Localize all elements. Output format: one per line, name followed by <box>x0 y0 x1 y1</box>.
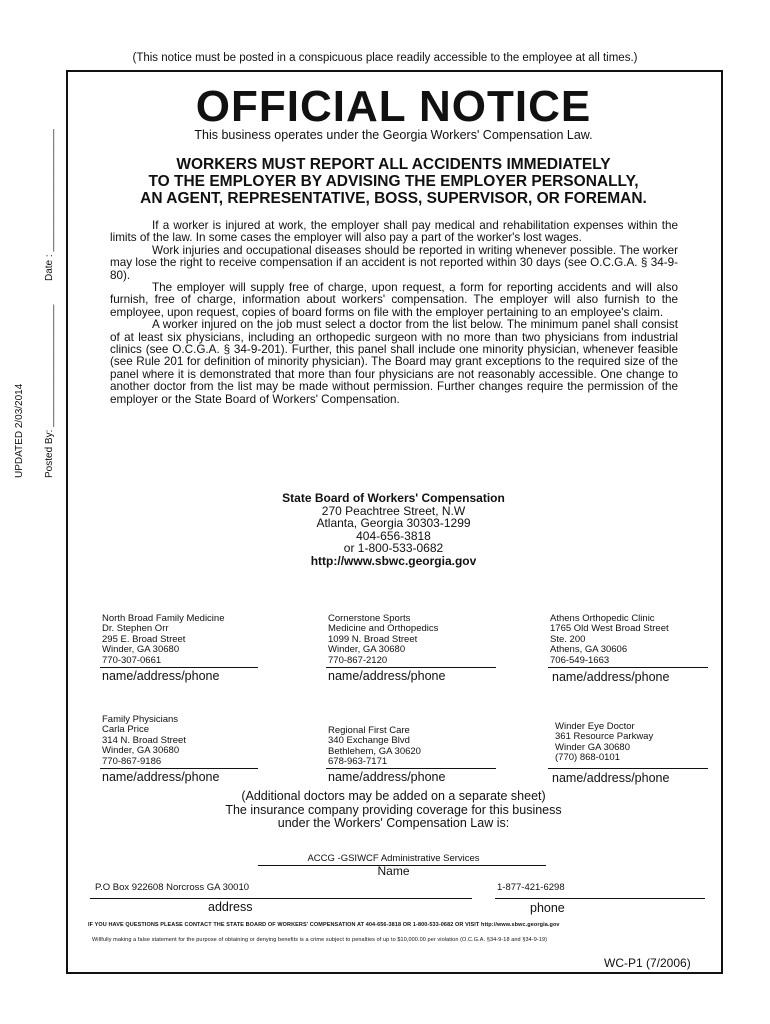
doctor-line: Winder, GA 30680 <box>102 644 180 656</box>
doctor-line: Family Physicians <box>102 714 179 725</box>
date-label: Date : ______________________ <box>44 129 55 281</box>
board-toll-free: or 1-800-533-0682 <box>343 541 444 556</box>
phone-label: phone <box>530 901 565 915</box>
doctor-line: 340 Exchange Blvd <box>328 735 410 747</box>
report-headline <box>70 156 717 207</box>
name-address-phone-label: name/address/phone <box>328 669 446 683</box>
doctor-entry <box>328 726 421 768</box>
doctor-line: Regional First Care <box>328 725 410 736</box>
phone-line <box>495 898 705 899</box>
questions-contact-line: IF YOU HAVE QUESTIONS PLEASE CONTACT THE STATE BOARD OF WORKERS' COMPENSATION AT 404-656-3818 OR 1-800-533-0682 OR VISIT http://www.sbwc.georgia.gov <box>88 922 560 928</box>
name-address-phone-label: name/address/phone <box>328 770 446 784</box>
doctor-line: 706-549-1663 <box>550 654 610 666</box>
intro-line: The insurance company providing coverage for this business <box>225 802 562 817</box>
doctor-line: Carla Price <box>102 724 149 736</box>
doctor-line: North Broad Family Medicine <box>102 613 225 624</box>
form-id: WC-P1 (7/2006) <box>604 956 691 970</box>
doctor-line: 1099 N. Broad Street <box>328 633 418 645</box>
notice-subtitle: This business operates under the Georgia Workers' Compensation Law. <box>194 128 593 142</box>
body-paragraph: If a worker is injured at work, the employer shall pay medical and rehabilitation expenses within the limits of the law. In some cases the employer will also pay a part of the worker's lost wages. <box>110 219 678 245</box>
board-street: 270 Peachtree Street, N.W <box>321 503 466 518</box>
doctor-line: Cornerstone Sports <box>328 613 411 624</box>
address-line <box>90 898 472 899</box>
doctor-line: 678-963-7171 <box>328 756 388 768</box>
notice-title: OFFICIAL NOTICE <box>195 82 592 131</box>
intro-line: (Additional doctors may be added on a separate sheet) <box>241 789 546 803</box>
doctor-line: 1765 Old West Broad Street <box>550 623 669 635</box>
headline-line: TO THE EMPLOYER BY ADVISING THE EMPLOYER PERSONALLY, <box>148 173 639 190</box>
doctor-line: 295 E. Broad Street <box>102 633 186 645</box>
name-line <box>548 667 708 668</box>
address-label: address <box>208 900 253 914</box>
doctor-line: Winder, GA 30680 <box>102 745 180 757</box>
doctor-entry <box>102 715 186 767</box>
doctor-line: Bethlehem, GA 30620 <box>328 745 421 757</box>
name-line <box>100 667 258 668</box>
intro-line: under the Workers' Compensation Law is: <box>277 816 510 830</box>
doctor-entry <box>328 614 438 666</box>
body-paragraph: The employer will supply free of charge, upon request, a form for reporting accidents and will also furnish, free of charge, information about workers' compensation. The employer will also furnish to the employee, upon request, copies of board forms on file with the employer pertaining to an employee's claim. <box>110 281 678 319</box>
board-city: Atlanta, Georgia 30303-1299 <box>316 516 471 531</box>
insurer-address: P.O Box 922608 Norcross GA 30010 <box>95 882 250 893</box>
doctor-line: (770) 868-0101 <box>555 752 620 764</box>
doctor-line: Dr. Stephen Orr <box>102 623 169 635</box>
name-address-phone-label: name/address/phone <box>552 670 670 684</box>
insurer-phone: 1-877-421-6298 <box>497 882 565 893</box>
insurer-name: ACCG -GSIWCF Administrative Services <box>307 853 480 864</box>
headline-line: AN AGENT, REPRESENTATIVE, BOSS, SUPERVISOR, OR FOREMAN. <box>140 190 647 207</box>
posting-instruction: (This notice must be posted in a conspicuous place readily accessible to the employee at all times.) <box>132 52 638 64</box>
doctor-line: Ste. 200 <box>550 633 586 645</box>
doctor-line: Winder GA 30680 <box>555 741 630 753</box>
doctor-line: Winder, GA 30680 <box>328 644 406 656</box>
name-line <box>326 667 496 668</box>
headline-line: WORKERS MUST REPORT ALL ACCIDENTS IMMEDIATELY <box>176 156 611 173</box>
doctor-line: Athens, GA 30606 <box>550 644 628 656</box>
insurer-name-label: Name <box>377 864 410 878</box>
insurance-intro <box>66 790 721 831</box>
name-address-phone-label: name/address/phone <box>102 770 220 784</box>
board-name: State Board of Workers' Compensation <box>282 491 505 505</box>
doctor-line: 361 Resource Parkway <box>555 731 654 743</box>
updated-label: UPDATED 2/03/2014 <box>14 383 25 478</box>
body-paragraph: A worker injured on the job must select a doctor from the list below. The minimum panel shall consist of at least six physicians, including an orthopedic surgeon with no more than two physicians from industrial clinics (see O.C.G.A. § 34-9-201). Further, this panel shall include one minority physician, whenever feasible (see Rule 201 for definition of minority physician). The Board may grant exceptions to the required size of the panel where it is demonstrated that more than four physicians are not reasonably accessible. One change to another doctor from the list may be made without permission. Further changes require the permission of the employer or the State Board of Workers' Compensation. <box>110 318 678 406</box>
name-line <box>548 768 708 769</box>
doctor-line: Medicine and Orthopedics <box>328 623 439 635</box>
board-url[interactable]: http://www.sbwc.georgia.gov <box>310 553 477 568</box>
doctor-line: 314 N. Broad Street <box>102 734 186 746</box>
doctor-line: 770-867-9186 <box>102 755 162 767</box>
notice-body <box>110 220 678 406</box>
doctor-entry <box>555 722 653 764</box>
doctor-line: 770-307-0661 <box>102 654 162 666</box>
name-line <box>100 768 258 769</box>
doctor-entry <box>102 614 225 666</box>
name-address-phone-label: name/address/phone <box>552 771 670 785</box>
body-paragraph: Work injuries and occupational diseases should be reported in writing whenever possible. The worker may lose the right to receive compensation if an accident is not reported within 30 days (see O.C.G.A. § 34-9-80). <box>110 243 678 282</box>
doctor-line: 770-867-2120 <box>328 654 388 666</box>
doctor-entry <box>550 614 669 666</box>
board-contact <box>66 492 721 568</box>
false-statement-warning: Willfully making a false statement for the purpose of obtaining or denying benefits is a crime subject to penalties of up to $10,000.00 per violation (O.C.G.A. §34-9-18 and §34-9-19) <box>92 937 548 943</box>
posted-by-label: Posted By: ______________________ <box>44 304 55 478</box>
name-line <box>326 768 496 769</box>
doctor-line: Winder Eye Doctor <box>555 721 635 732</box>
name-address-phone-label: name/address/phone <box>102 669 220 683</box>
board-phone: 404-656-3818 <box>356 528 431 543</box>
doctor-line: Athens Orthopedic Clinic <box>550 613 655 624</box>
